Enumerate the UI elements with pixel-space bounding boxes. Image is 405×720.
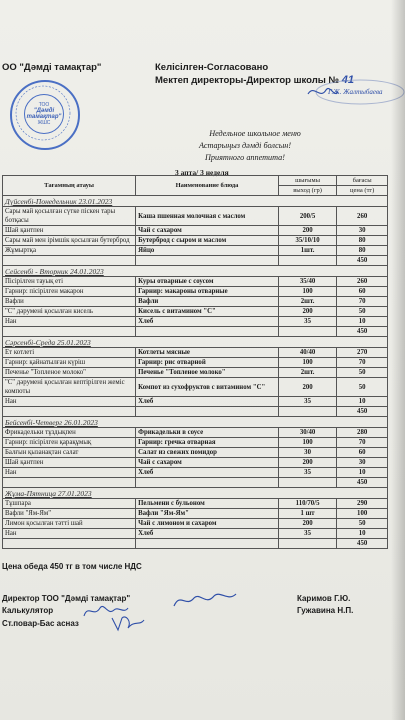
table-row bbox=[3, 246, 388, 256]
dish-price: 10 bbox=[337, 468, 388, 478]
table-row bbox=[3, 236, 388, 246]
cook-signature bbox=[108, 612, 148, 634]
dish-name-kz: Гарнир: пісірілген қарақұмық bbox=[3, 438, 136, 448]
table-row bbox=[3, 378, 388, 397]
day-header-row bbox=[3, 488, 388, 499]
empty-cell bbox=[3, 407, 136, 417]
dish-yield: 35 bbox=[278, 317, 336, 327]
dish-price: 70 bbox=[337, 358, 388, 368]
day-title: Жұма-Пятница 27.01.2023 bbox=[3, 488, 388, 499]
empty-cell bbox=[136, 478, 279, 488]
dish-name-ru: Хлеб bbox=[136, 397, 279, 407]
title-bon-appetit: Приятного аппетита! bbox=[205, 153, 285, 162]
table-row bbox=[3, 287, 388, 297]
day-title: Дүйсенбі-Понедельник 23.01.2023 bbox=[3, 196, 388, 207]
dish-name-kz: Жұмыртқа bbox=[3, 246, 136, 256]
dish-price: 50 bbox=[337, 307, 388, 317]
dish-name-kz: Вафли "Ям-Ям" bbox=[3, 509, 136, 519]
dish-name-kz: Нан bbox=[3, 468, 136, 478]
dish-yield: 200 bbox=[278, 519, 336, 529]
dish-yield: 30/40 bbox=[278, 428, 336, 438]
col-header-price-kz: бағасы bbox=[337, 176, 388, 186]
dish-price: 60 bbox=[337, 448, 388, 458]
company-name: ОО "Дәмді тамақтар" bbox=[2, 62, 102, 73]
empty-cell bbox=[136, 327, 279, 337]
title-weekly-menu: Недельное школьное меню bbox=[209, 129, 301, 138]
dish-name-ru: Хлеб bbox=[136, 317, 279, 327]
dish-price: 290 bbox=[337, 499, 388, 509]
dish-name-ru: Компот из сухофруктов с витамином "С" bbox=[136, 378, 279, 397]
table-row bbox=[3, 277, 388, 287]
dish-price: 50 bbox=[337, 368, 388, 378]
dish-yield: 35/10/10 bbox=[278, 236, 336, 246]
table-row bbox=[3, 468, 388, 478]
dish-name-ru: Чай с сахаром bbox=[136, 226, 279, 236]
dish-name-ru: Хлеб bbox=[136, 529, 279, 539]
dish-name-ru: Чай с сахаром bbox=[136, 458, 279, 468]
dish-name-kz: "С" дәрумені қосылған кисель bbox=[3, 307, 136, 317]
empty-cell bbox=[136, 407, 279, 417]
empty-cell bbox=[278, 539, 336, 549]
dish-name-ru: Гарнир: макароны отварные bbox=[136, 287, 279, 297]
dish-name-kz: Шай қантпен bbox=[3, 226, 136, 236]
dish-yield: 35 bbox=[278, 529, 336, 539]
table-row bbox=[3, 448, 388, 458]
empty-cell bbox=[3, 539, 136, 549]
col-header-yield-ru: выход (гр) bbox=[278, 186, 336, 196]
dish-name-ru: Куры отварные с соусом bbox=[136, 277, 279, 287]
dish-yield: 40/40 bbox=[278, 348, 336, 358]
table-row bbox=[3, 458, 388, 468]
dish-name-ru: Каша пшенная молочная с маслом bbox=[136, 207, 279, 226]
dish-price: 260 bbox=[337, 207, 388, 226]
dish-yield: 100 bbox=[278, 358, 336, 368]
dish-price: 30 bbox=[337, 226, 388, 236]
dish-name-kz: Нан bbox=[3, 529, 136, 539]
day-total: 450 bbox=[337, 478, 388, 488]
table-row bbox=[3, 358, 388, 368]
director-signature-stamp bbox=[300, 78, 405, 113]
menu-table bbox=[2, 175, 388, 549]
dish-price: 270 bbox=[337, 348, 388, 358]
table-row bbox=[3, 317, 388, 327]
week-label: 3 апта/ 3 неделя bbox=[175, 168, 229, 177]
dish-name-kz: Балғын қызанақтан салат bbox=[3, 448, 136, 458]
dish-yield: 35 bbox=[278, 397, 336, 407]
table-row bbox=[3, 397, 388, 407]
dish-name-kz: Нан bbox=[3, 397, 136, 407]
dish-yield: 200/5 bbox=[278, 207, 336, 226]
day-total: 450 bbox=[337, 327, 388, 337]
table-row bbox=[3, 509, 388, 519]
day-header-row bbox=[3, 266, 388, 277]
dish-name-ru: Яйцо bbox=[136, 246, 279, 256]
dish-name-ru: Котлеты мясные bbox=[136, 348, 279, 358]
seal-line3: ЖШС bbox=[37, 120, 51, 126]
title-kazakh-greeting: Астарыңыз дәмді болсын! bbox=[198, 141, 292, 150]
school-number: 41 bbox=[341, 74, 354, 86]
col-header-price-ru: цена (тг) bbox=[337, 186, 388, 196]
director-label: Директор ТОО "Дәмді тамақтар" bbox=[2, 594, 131, 603]
dish-name-ru: Кисель с витамином "С" bbox=[136, 307, 279, 317]
day-total-row bbox=[3, 407, 388, 417]
dish-name-kz: Фрикадельки тұздықпен bbox=[3, 428, 136, 438]
dish-price: 30 bbox=[337, 458, 388, 468]
table-row bbox=[3, 529, 388, 539]
day-total: 450 bbox=[337, 407, 388, 417]
table-row bbox=[3, 207, 388, 226]
approval-label: Келісілген-Согласовано bbox=[155, 62, 269, 73]
dish-name-kz: Шай қантпен bbox=[3, 458, 136, 468]
day-title: Сәрсенбі-Среда 25.01.2023 bbox=[3, 337, 388, 348]
dish-price: 10 bbox=[337, 529, 388, 539]
empty-cell bbox=[3, 327, 136, 337]
day-title: Сейсенбі - Вторник 24.01.2023 bbox=[3, 266, 388, 277]
dish-yield: 200 bbox=[278, 307, 336, 317]
empty-cell bbox=[3, 478, 136, 488]
dish-name-kz: Нан bbox=[3, 317, 136, 327]
cook-label: Ст.повар-Бас асназ bbox=[2, 619, 79, 628]
table-row bbox=[3, 307, 388, 317]
seal-line1: ТОО bbox=[38, 102, 50, 108]
director-name: Каримов Г.Ю. bbox=[297, 594, 351, 603]
director-handwriting: Г.Ж. Жалтыбаева bbox=[328, 88, 383, 96]
table-row bbox=[3, 499, 388, 509]
dish-name-ru: Печенье "Топленое молоко" bbox=[136, 368, 279, 378]
dish-price: 280 bbox=[337, 428, 388, 438]
table-row bbox=[3, 226, 388, 236]
empty-cell bbox=[136, 256, 279, 266]
col-header-kz: Тағамның атауы bbox=[3, 176, 136, 196]
day-total-row bbox=[3, 327, 388, 337]
dish-yield: 35 bbox=[278, 468, 336, 478]
seal-center bbox=[24, 94, 64, 134]
dish-price: 80 bbox=[337, 236, 388, 246]
table-row bbox=[3, 297, 388, 307]
dish-price: 260 bbox=[337, 277, 388, 287]
empty-cell bbox=[278, 327, 336, 337]
calculator-label: Калькулятор bbox=[2, 606, 54, 615]
dish-name-ru: Бутерброд с сыром и маслом bbox=[136, 236, 279, 246]
dish-yield: 100 bbox=[278, 438, 336, 448]
dish-name-kz: Пісірілген тауық еті bbox=[3, 277, 136, 287]
director-signature bbox=[170, 588, 240, 612]
day-total: 450 bbox=[337, 256, 388, 266]
dish-name-kz: Сары май қосылған сүтке піскен тары ботқасы bbox=[3, 207, 136, 226]
dish-name-kz: Тұшпара bbox=[3, 499, 136, 509]
dish-name-ru: Вафли "Ям-Ям" bbox=[136, 509, 279, 519]
empty-cell bbox=[278, 478, 336, 488]
empty-cell bbox=[278, 256, 336, 266]
dish-name-kz: "С" дәрумені қосылған кептірілген жеміс компоты bbox=[3, 378, 136, 397]
day-total-row bbox=[3, 256, 388, 266]
dish-price: 100 bbox=[337, 509, 388, 519]
dish-name-ru: Гарнир: рис отварной bbox=[136, 358, 279, 368]
dish-yield: 200 bbox=[278, 378, 336, 397]
dish-price: 50 bbox=[337, 378, 388, 397]
dish-price: 50 bbox=[337, 519, 388, 529]
dish-name-kz: Лимон қосылған тәтті шай bbox=[3, 519, 136, 529]
dish-yield: 100 bbox=[278, 287, 336, 297]
dish-yield: 110/70/5 bbox=[278, 499, 336, 509]
dish-name-ru: Салат из свежих помидор bbox=[136, 448, 279, 458]
dish-name-ru: Пельмени с бульоном bbox=[136, 499, 279, 509]
day-total-row bbox=[3, 539, 388, 549]
empty-cell bbox=[136, 539, 279, 549]
dish-name-kz: Гарнир: қайнатылған күріш bbox=[3, 358, 136, 368]
dish-price: 10 bbox=[337, 397, 388, 407]
company-seal bbox=[10, 80, 80, 150]
day-header-row bbox=[3, 337, 388, 348]
dish-yield: 30 bbox=[278, 448, 336, 458]
table-row bbox=[3, 428, 388, 438]
table-header-row bbox=[3, 176, 388, 186]
dish-name-kz: Ет котлеті bbox=[3, 348, 136, 358]
empty-cell bbox=[3, 256, 136, 266]
dish-name-ru: Хлеб bbox=[136, 468, 279, 478]
dish-yield: 200 bbox=[278, 458, 336, 468]
dish-name-ru: Гарнир: гречка отварная bbox=[136, 438, 279, 448]
dish-yield: 1 шт bbox=[278, 509, 336, 519]
dish-name-kz: Сары май мен ірімшік қосылған бутерброд bbox=[3, 236, 136, 246]
dish-yield: 200 bbox=[278, 226, 336, 236]
dish-name-kz: Вафли bbox=[3, 297, 136, 307]
day-header-row bbox=[3, 196, 388, 207]
dish-name-ru: Фрикадельки в соусе bbox=[136, 428, 279, 438]
col-header-yield-kz: шығымы bbox=[278, 176, 336, 186]
empty-cell bbox=[278, 407, 336, 417]
dish-name-ru: Вафли bbox=[136, 297, 279, 307]
col-header-ru: Наименование блюда bbox=[136, 176, 279, 196]
dish-yield: 1шт. bbox=[278, 246, 336, 256]
dish-price: 10 bbox=[337, 317, 388, 327]
day-total-row bbox=[3, 478, 388, 488]
dish-price: 60 bbox=[337, 287, 388, 297]
dish-yield: 2шт. bbox=[278, 368, 336, 378]
dish-yield: 2шт. bbox=[278, 297, 336, 307]
table-row bbox=[3, 519, 388, 529]
calculator-name: Гужавина Н.П. bbox=[297, 606, 354, 615]
price-note: Цена обеда 450 тг в том числе НДС bbox=[2, 562, 142, 571]
day-header-row bbox=[3, 417, 388, 428]
table-row bbox=[3, 348, 388, 358]
seal-name: "Дәмді тамақтар" bbox=[26, 108, 62, 120]
table-row bbox=[3, 438, 388, 448]
day-title: Бейсенбі-Четверг 26.01.2023 bbox=[3, 417, 388, 428]
dish-price: 70 bbox=[337, 297, 388, 307]
dish-name-ru: Чай с лимоном и сахаром bbox=[136, 519, 279, 529]
dish-name-kz: Печенье "Топленое молоко" bbox=[3, 368, 136, 378]
dish-price: 80 bbox=[337, 246, 388, 256]
day-total: 450 bbox=[337, 539, 388, 549]
dish-price: 70 bbox=[337, 438, 388, 448]
dish-yield: 35/40 bbox=[278, 277, 336, 287]
menu-titles bbox=[170, 128, 320, 164]
director-line-text: Мектеп директоры-Директор школы № bbox=[155, 75, 340, 86]
table-row bbox=[3, 368, 388, 378]
dish-name-kz: Гарнир: пісірілген макарон bbox=[3, 287, 136, 297]
